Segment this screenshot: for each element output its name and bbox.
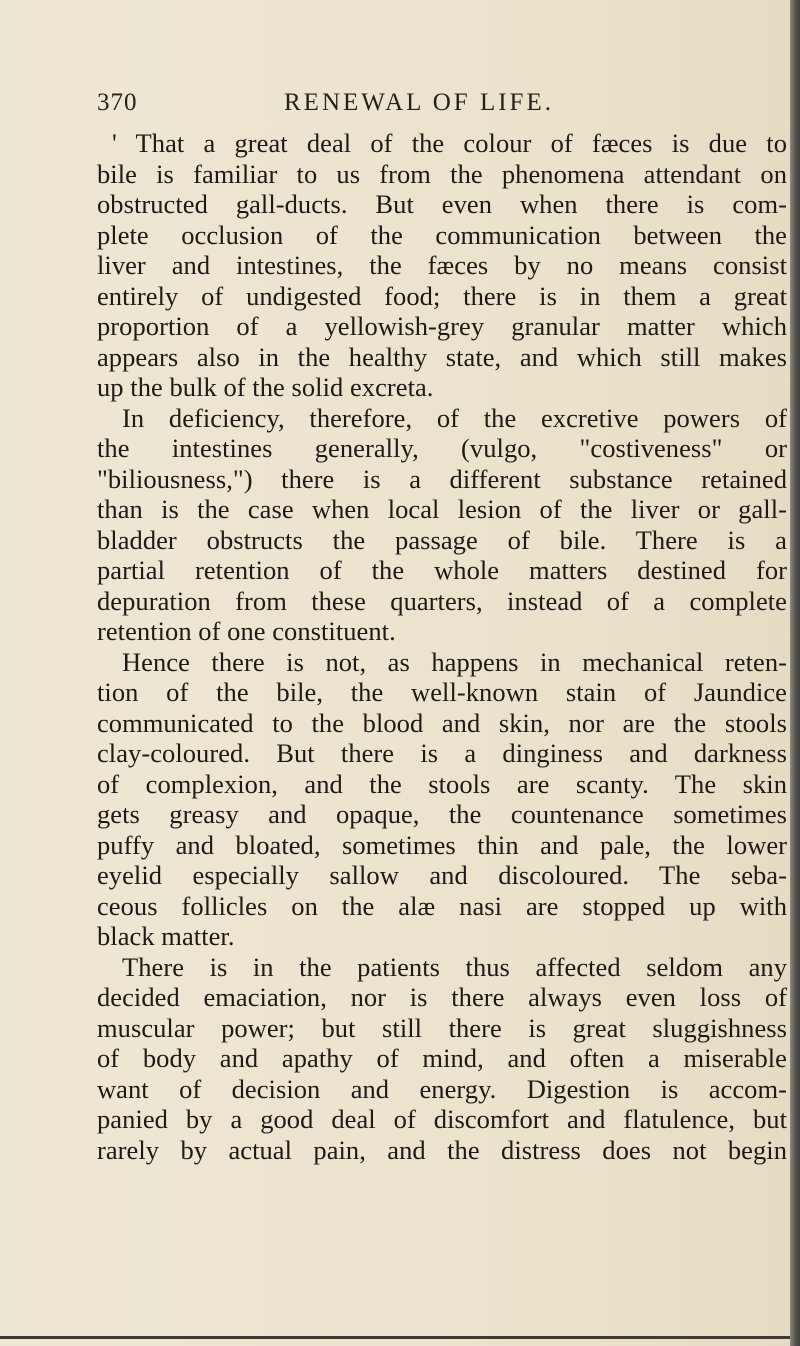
text-line: muscular power; but still there is great sluggishness xyxy=(97,1012,787,1043)
text-line: retention of one constituent. xyxy=(97,616,396,646)
text-line: ceous follicles on the alæ nasi are stopped up with xyxy=(97,890,787,921)
text-line: decided emaciation, nor is there always even loss of xyxy=(97,982,787,1012)
text-line: ' That a great deal of the colour of fæces is due to xyxy=(112,128,787,158)
text-line: There is in the patients thus affected seldom any xyxy=(122,951,787,982)
page-edge xyxy=(790,0,800,1346)
text-line: of body and apathy of mind, and often a miserable xyxy=(97,1043,787,1073)
text-line: want of decision and energy. Digestion is accom- xyxy=(97,1073,787,1104)
text-line: depuration from these quarters, instead of a complete xyxy=(97,585,787,616)
text-line: communicated to the blood and skin, nor are the stools xyxy=(97,707,787,738)
text-line: bile is familiar to us from the phenomena attendant on xyxy=(97,158,787,189)
text-line: entirely of undigested food; there is in them a great xyxy=(97,280,787,311)
text-line: gets greasy and opaque, the countenance sometimes xyxy=(97,799,787,829)
running-title: RENEWAL OF LIFE. xyxy=(284,89,554,116)
text-line: "biliousness,") there is a different substance retained xyxy=(97,463,787,494)
text-line: proportion of a yellowish-grey granular matter which xyxy=(97,311,787,341)
text-line: puffy and bloated, sometimes thin and pale, the lower xyxy=(97,829,787,860)
text-line: obstructed gall-ducts. But even when there is com- xyxy=(97,189,787,219)
text-line: liver and intestines, the fæces by no means consist xyxy=(97,250,787,280)
text-line: clay-coloured. But there is a dinginess and darkness xyxy=(97,738,787,768)
text-line: plete occlusion of the communication between the xyxy=(97,219,787,250)
text-line: black matter. xyxy=(97,921,235,951)
text-line: rarely by actual pain, and the distress does not begin xyxy=(97,1134,787,1165)
text-line: bladder obstructs the passage of bile. There is a xyxy=(97,524,787,555)
bottom-rule xyxy=(0,1336,790,1339)
text-line: up the bulk of the solid excreta. xyxy=(97,372,434,402)
text-line: In deficiency, therefore, of the excretive powers of xyxy=(122,402,787,433)
body-text xyxy=(97,128,787,1165)
text-line: panied by a good deal of discomfort and flatulence, but xyxy=(97,1104,787,1134)
text-line: the intestines generally, (vulgo, "costiveness" or xyxy=(97,433,787,463)
text-line: than is the case when local lesion of the liver or gall- xyxy=(97,494,787,524)
text-line: of complexion, and the stools are scanty. The skin xyxy=(97,768,787,799)
text-line: partial retention of the whole matters destined for xyxy=(97,555,787,585)
page-number: 370 xyxy=(97,89,138,116)
page-header xyxy=(97,89,707,121)
text-line: appears also in the healthy state, and which still makes xyxy=(97,341,787,372)
text-line: eyelid especially sallow and discoloured. The seba- xyxy=(97,860,787,890)
text-line: tion of the bile, the well-known stain of Jaundice xyxy=(97,677,787,707)
text-line: Hence there is not, as happens in mechanical reten- xyxy=(122,646,787,677)
